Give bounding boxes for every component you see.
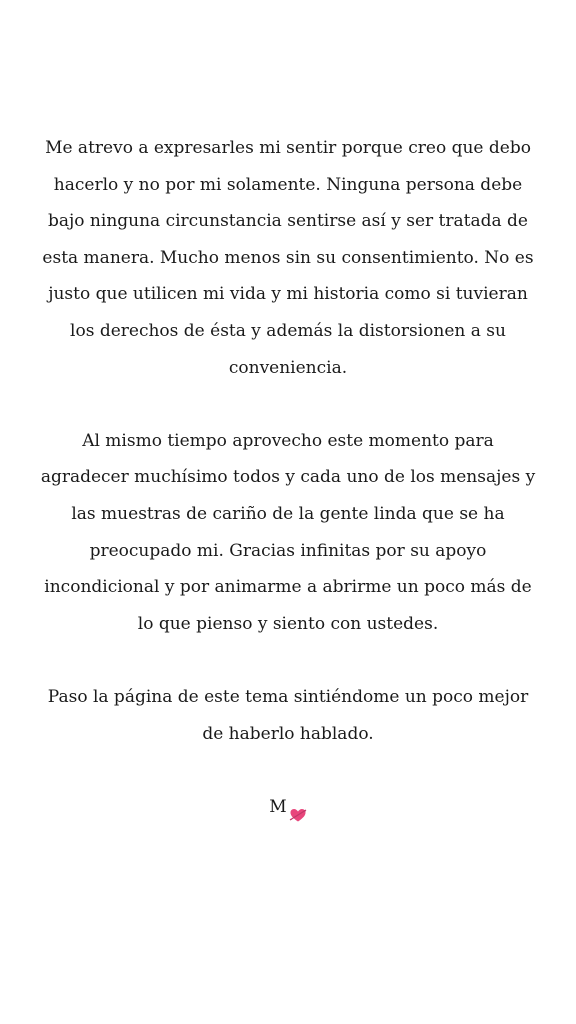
signature <box>40 789 536 826</box>
paragraph-3: Paso la página de este tema sintiéndome un poco mejor de haberlo hablado. <box>47 686 529 744</box>
paragraph-1: Me atrevo a expresarles mi sentir porque creo que debo hacerlo y no por mi solamente. Ninguna persona debe bajo ninguna circunstancia sentirse así y ser tratada de esta manera. Mucho menos sin su consentimiento. No es justo que utilicen mi vida y mi historia como si tuvieran los derechos de ésta y además la distorsionen a su conveniencia. <box>42 138 534 378</box>
signature-initial: M <box>269 796 287 817</box>
heart-with-arrow-icon <box>289 800 307 816</box>
paragraph-2: Al mismo tiempo aprovecho este momento para agradecer muchísimo todos y cada uno de los mensajes y las muestras de cariño de la gente linda que se ha preocupado mi. Gracias infinitas por su apoyo incondicional y por animarme a abrirme un poco más de lo que pienso y siento con ustedes. <box>40 430 536 634</box>
message-body <box>40 130 536 825</box>
